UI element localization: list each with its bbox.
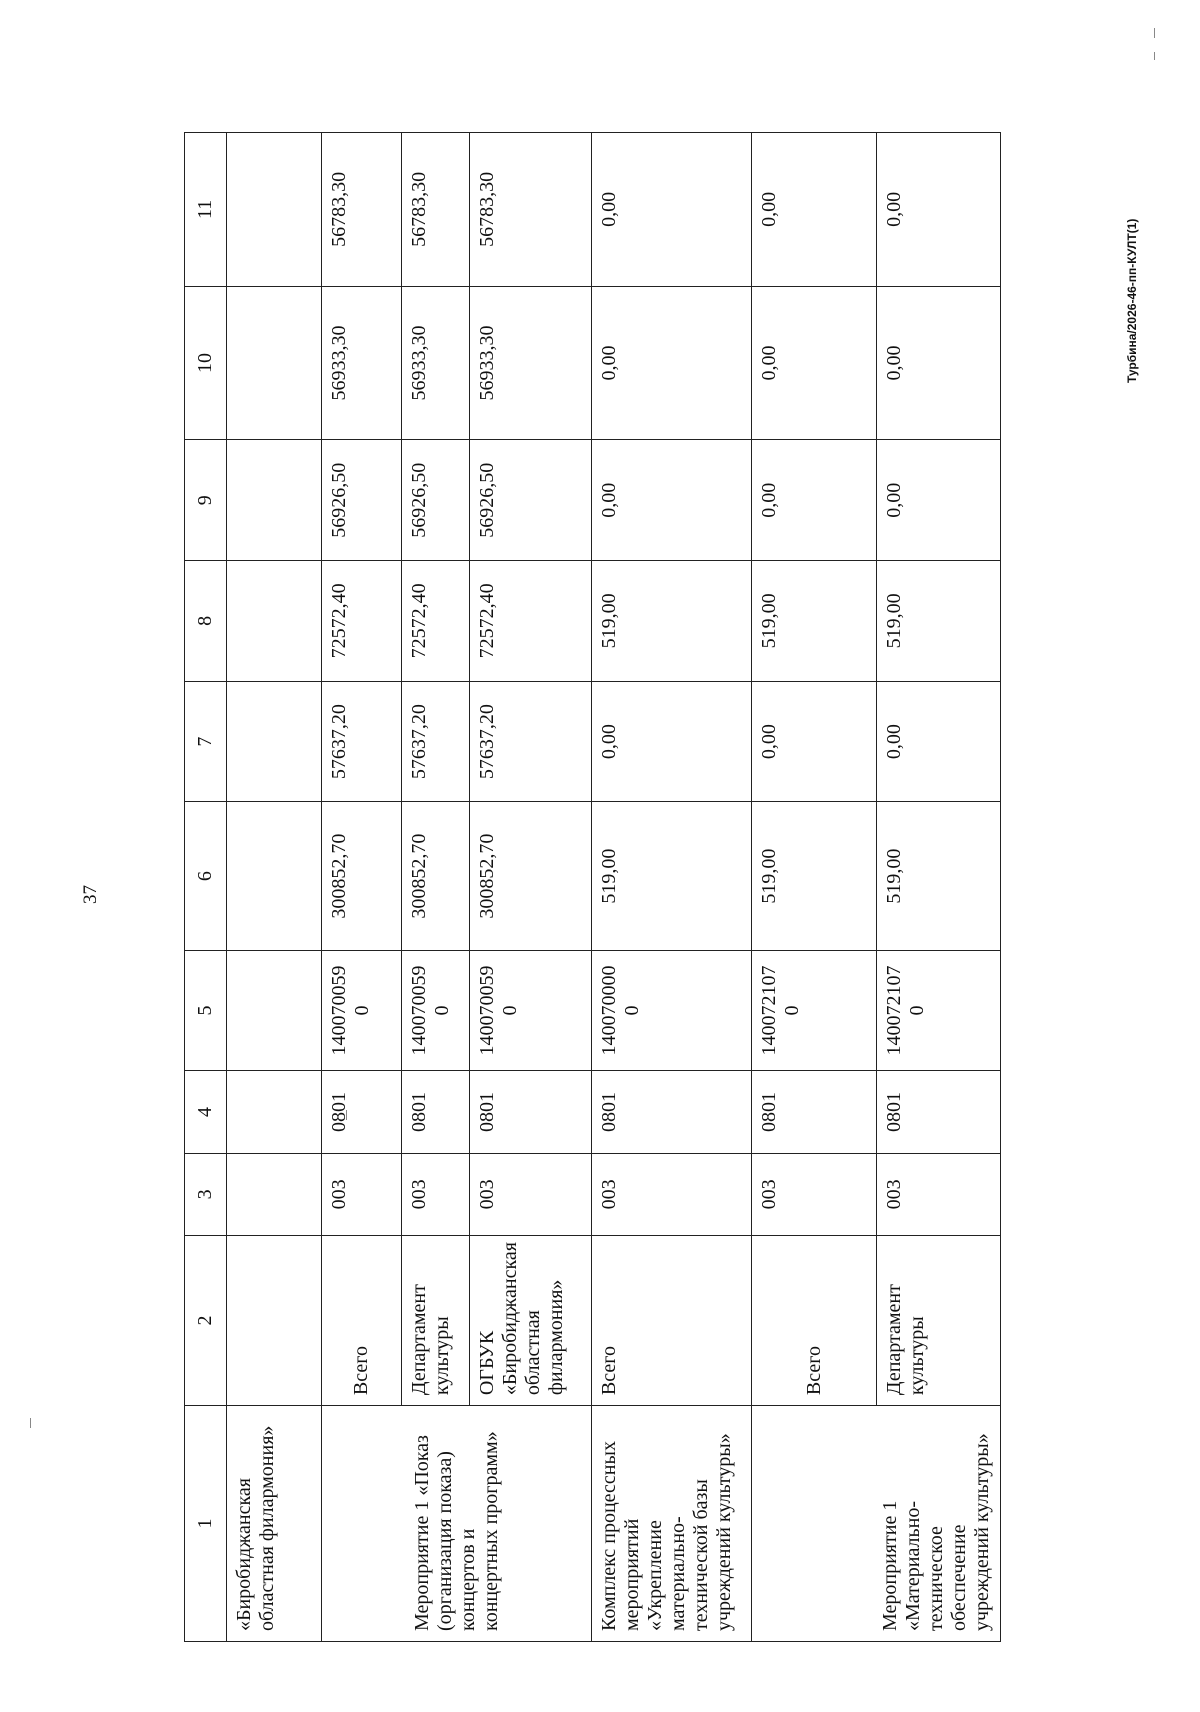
cell: 56783,30 xyxy=(470,133,592,287)
cell: 1400721070 xyxy=(877,950,1001,1071)
column-header: 9 xyxy=(185,440,227,561)
cell: 56783,30 xyxy=(402,133,470,287)
cell: 56933,30 xyxy=(322,286,402,440)
cell-line: культуры xyxy=(431,1316,453,1396)
item-name-cell xyxy=(592,1406,752,1642)
cell: 003 xyxy=(752,1153,877,1235)
cell: 0,00 xyxy=(592,133,752,287)
cell: 72572,40 xyxy=(322,561,402,682)
cell: 0,00 xyxy=(752,286,877,440)
cell: 0801 xyxy=(402,1071,470,1153)
cell-line: Департамент xyxy=(883,1284,905,1396)
cell-line: учреждений культуры» xyxy=(713,1433,735,1631)
cell: 0801 xyxy=(752,1071,877,1153)
item-name-cell xyxy=(752,1406,1001,1642)
cell-line: областная филармония» xyxy=(256,1425,278,1631)
cell: 300852,70 xyxy=(470,802,592,950)
cell-line: Мероприятие 1 «Показ xyxy=(410,1435,433,1631)
cell: 56926,50 xyxy=(470,440,592,561)
source-cell xyxy=(402,1235,470,1405)
cell-line: Мероприятие 1 xyxy=(879,1500,901,1631)
cell-line: учреждений культуры» xyxy=(971,1433,993,1631)
cell-line: техническое xyxy=(925,1526,947,1631)
scan-mark xyxy=(1154,52,1155,60)
source-cell xyxy=(877,1235,1001,1405)
cell-line: мероприятий xyxy=(621,1518,643,1631)
cell-line: ОГБУК xyxy=(476,1330,498,1396)
cell-line: Комплекс процессных xyxy=(598,1441,620,1631)
rotated-table-container xyxy=(184,132,1000,1642)
item-name-cell xyxy=(227,1406,322,1642)
cell: 72572,40 xyxy=(470,561,592,682)
table-row xyxy=(322,133,402,1642)
header-row xyxy=(185,133,227,1642)
source-cell xyxy=(470,1235,592,1405)
column-header: 5 xyxy=(185,950,227,1071)
column-header: 6 xyxy=(185,802,227,950)
cell: 519,00 xyxy=(752,802,877,950)
cell: 003 xyxy=(592,1153,752,1235)
cell: 56933,30 xyxy=(470,286,592,440)
cell: 1400700000 xyxy=(592,950,752,1071)
budget-table xyxy=(184,132,1001,1642)
cell-line: технической базы xyxy=(690,1479,712,1631)
document-code: Турбина/2026-46-пп-КУЛТ(1) xyxy=(1125,218,1139,383)
cell-line: обеспечение xyxy=(948,1524,970,1631)
cell: 1400700590 xyxy=(322,950,402,1071)
cell-line: Всего xyxy=(598,1346,620,1396)
page-number: 37 xyxy=(80,885,101,904)
cell: 519,00 xyxy=(752,561,877,682)
cell-line: концертов и xyxy=(456,1528,479,1631)
cell: 0,00 xyxy=(752,681,877,802)
source-cell xyxy=(752,1235,877,1405)
cell: 1400700590 xyxy=(402,950,470,1071)
cell: 56926,50 xyxy=(402,440,470,561)
cell-line: «Биробиджанская xyxy=(499,1242,521,1396)
cell: 519,00 xyxy=(592,802,752,950)
source-cell xyxy=(322,1235,402,1405)
table-row xyxy=(592,133,752,1642)
scan-mark xyxy=(30,1418,31,1428)
cell: 003 xyxy=(322,1153,402,1235)
cell: 57637,20 xyxy=(470,681,592,802)
cell: 0,00 xyxy=(752,440,877,561)
column-header: 8 xyxy=(185,561,227,682)
source-cell xyxy=(592,1235,752,1405)
table-row xyxy=(227,133,322,1642)
cell-line: «Биробиджанская xyxy=(233,1477,255,1631)
cell: 0801 xyxy=(470,1071,592,1153)
cell-line: Департамент xyxy=(408,1284,430,1396)
cell: 003 xyxy=(877,1153,1001,1235)
cell: 0,00 xyxy=(752,133,877,287)
item-name-cell xyxy=(322,1406,592,1642)
cell-line: Всего xyxy=(350,1346,372,1396)
column-header: 1 xyxy=(185,1406,227,1642)
cell: 0,00 xyxy=(592,440,752,561)
cell-line: филармония» xyxy=(545,1279,567,1396)
cell-line: культуры xyxy=(906,1316,928,1396)
cell: 57637,20 xyxy=(402,681,470,802)
cell: 0,00 xyxy=(877,286,1001,440)
column-header: 11 xyxy=(185,133,227,287)
cell-line: Всего xyxy=(802,1346,825,1396)
cell-line: концертных программ» xyxy=(479,1431,502,1631)
cell: 519,00 xyxy=(877,802,1001,950)
cell-line: материально- xyxy=(667,1516,689,1631)
cell: 003 xyxy=(402,1153,470,1235)
cell: 0,00 xyxy=(877,681,1001,802)
column-header: 3 xyxy=(185,1153,227,1235)
cell: 1400700590 xyxy=(470,950,592,1071)
cell: 0,00 xyxy=(877,133,1001,287)
column-header: 10 xyxy=(185,286,227,440)
cell: 0,00 xyxy=(592,681,752,802)
scan-mark xyxy=(1154,28,1155,38)
cell: 0801 xyxy=(592,1071,752,1153)
cell: 003 xyxy=(470,1153,592,1235)
column-header: 2 xyxy=(185,1235,227,1405)
cell: 57637,20 xyxy=(322,681,402,802)
cell-line: «Материально- xyxy=(902,1501,924,1631)
cell-line: областная xyxy=(522,1310,544,1396)
cell: 56783,30 xyxy=(322,133,402,287)
cell: 300852,70 xyxy=(402,802,470,950)
column-header: 7 xyxy=(185,681,227,802)
cell: 0,00 xyxy=(592,286,752,440)
cell-line: «Укрепление xyxy=(644,1520,666,1631)
cell: 519,00 xyxy=(592,561,752,682)
cell: 56926,50 xyxy=(322,440,402,561)
cell: 300852,70 xyxy=(322,802,402,950)
table-row xyxy=(752,133,877,1642)
cell: 0,00 xyxy=(877,440,1001,561)
cell: 0801 xyxy=(322,1071,402,1153)
cell: 519,00 xyxy=(877,561,1001,682)
cell: 1400721070 xyxy=(752,950,877,1071)
cell-line: (организация показа) xyxy=(433,1451,456,1631)
cell: 0801 xyxy=(877,1071,1001,1153)
column-header: 4 xyxy=(185,1071,227,1153)
cell: 56933,30 xyxy=(402,286,470,440)
cell: 72572,40 xyxy=(402,561,470,682)
